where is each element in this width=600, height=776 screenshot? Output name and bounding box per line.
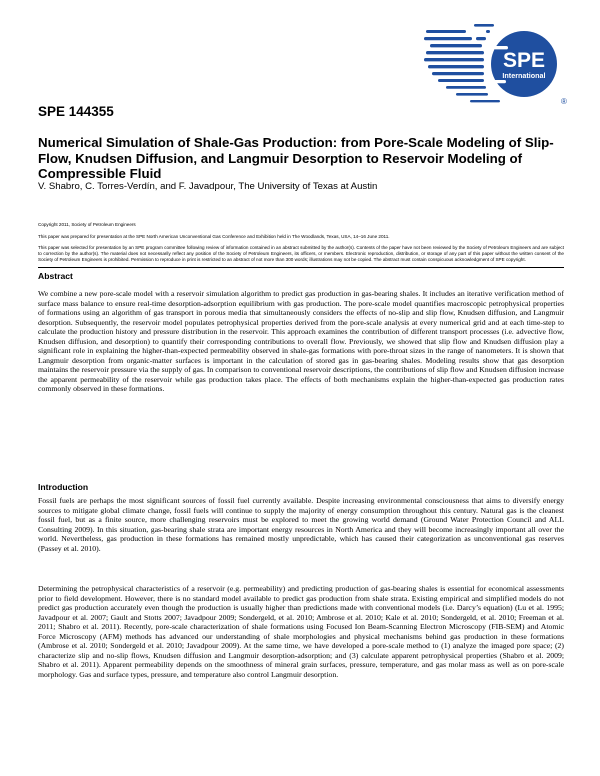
abstract-heading: Abstract xyxy=(38,271,73,281)
logo-international-text: International xyxy=(502,71,546,80)
logo-registered-mark: ® xyxy=(561,97,567,106)
paper-title: Numerical Simulation of Shale-Gas Production: from Pore-Scale Modeling of Slip-Flow, Knudsen Diffusion, and Langmuir Desorption to Reservoir Modeling of Compressible Fluid xyxy=(38,135,554,181)
logo-wave-lines-icon xyxy=(424,24,500,102)
paper-authors: V. Shabro, C. Torres-Verdín, and F. Javadpour, The University of Texas at Austin xyxy=(38,181,378,192)
presentation-note: This paper was prepared for presentation at the SPE North American Unconventional Gas Conference and Exhibition held in The Woodlands, Texas, USA, 14–16 June 2011. xyxy=(38,234,390,239)
introduction-heading: Introduction xyxy=(38,482,89,492)
introduction-paragraph: Determining the petrophysical characteristics of a reservoir (e.g. permeability) and predicting production of gas-bearing shales is essential for economical assessments prior to field development. However, there is no standard model available to predict gas production from shale strata. Existing empirical and simplified models do not predict gas production accurately even though the production is usually higher than predictions made with conventional models (i.e. Darcy’s equation) (Lu et al. 1995; Javadpour et al. 2007; Gault and Stotts 2007; Javadpour 2009; Sondergeld, et al. 2010; Ambrose et al. 2010; Kale et al. 2010; Sondergeld, et al. 2010; Freeman et al. 2011; Shabro et al. 2011). Recently, pore-scale characterization of shale formations using Focused Ion Beam-Scanning Electron Microscopy (FIB-SEM) and Atomic Force Microscopy (AFM) methods has advanced our understanding of shale morphologies and physical mechanisms behind gas production in these formations (Ambrose et al. 2010; Sondergeld et al. 2010; Javadpour 2009). At the same time, we have developed a pore-scale method to (1) analyze the imaged pore space; (2) characterize slip and no-slip flows, Knudsen diffusion and Langmuir desorption-adsorption; and (3) calculate apparent petrophysical properties (Shabro et al. 2009; Shabro et al. 2011). Apparent permeability depends on the smoothness of mineral grain surfaces, pressure, temperature, and gas molar mass as well as on pore-scale morphology. Gas and surface types, pressure, and temperature also control Langmuir desorption. xyxy=(38,584,564,679)
header-divider xyxy=(38,267,564,268)
copyright-line: Copyright 2011, Society of Petroleum Engineers xyxy=(38,222,136,227)
introduction-paragraph: Fossil fuels are perhaps the most significant sources of fossil fuel currently available. Despite increasing environmental consciousness that aims to diversify energy sources to mitigate global climate change, fossil fuels will continue to supply the majority of energy consumption throughout this century. Natural gas is the cleanest fossil fuel, but as a finite source, more challenging reservoirs must be explored to meet the growing world demand (Ground Water Protection Council and ALL Consulting 2009). In this situation, gas-bearing shale strata are important energy resources in North America and they will become increasingly important all over the world. Nevertheless, gas production in these formations has remained mostly unpredictable, which has caused their categorization as unconventional gas reserves (Passey et al. 2010). xyxy=(38,496,564,553)
abstract-paragraph: We combine a new pore-scale model with a reservoir simulation algorithm to predict gas production in gas-bearing shales. It includes an iterative verification method of surface mass balance to ensure real-time desorption-adsorption equilibrium with gas production. The pore-scale model quantifies macroscopic petrophysical properties of formations using an algorithm of gas transport in porous media that simultaneously considers the effects of no-slip and slip flow, Knudsen diffusion, and Langmuir desorption. Subsequently, the reservoir model populates petrophysical properties derived from the pore-scale analysis at every numerical grid and at each time-step to calculate the production history and pressure distribution in the reservoir. This approach examines the contribution of different transport processes (i.e. advective flow, Knudsen diffusion, and desorption) to quantify their corresponding contributions to overall flow. Previously, we showed that slip flow and Knudsen diffusion play a significant role in explaining the higher-than-expected permeability observed in shale-gas formations with pore-throat sizes in the range of nanometers. It is shown that Langmuir desorption from organic-matter surfaces is important in the calculation of stored gas in gas-bearing shales. Modeling results show that gas desorption maintains the reservoir pressure via the supply of gas. In comparison to conventional reservoir descriptions, the contributions of slip flow and Knudsen diffusion increase the apparent permeability of the reservoir while gas production takes place. The effects of both mechanisms explain the higher-than-expected gas production rates commonly observed in these formations. xyxy=(38,289,564,394)
logo-spe-text: SPE xyxy=(502,49,546,72)
spe-international-logo xyxy=(424,22,572,106)
review-notice: This paper was selected for presentation by an SPE program committee following review of information contained in an abstract submitted by the author(s). Contents of the paper have not been reviewed by the Society of Petroleum Engineers and are subject to correction by the author(s). The material does not necessarily reflect any position of the Society of Petroleum Engineers, its officers, or members. Electronic reproduction, distribution, or storage of any part of this paper without the written consent of the Society of Petroleum Engineers is prohibited. Permission to reproduce in print is restricted to an abstract of not more than 300 words; illustrations may not be copied. The abstract must contain conspicuous acknowledgment of SPE copyright. xyxy=(38,245,564,263)
paper-number: SPE 144355 xyxy=(38,104,114,119)
